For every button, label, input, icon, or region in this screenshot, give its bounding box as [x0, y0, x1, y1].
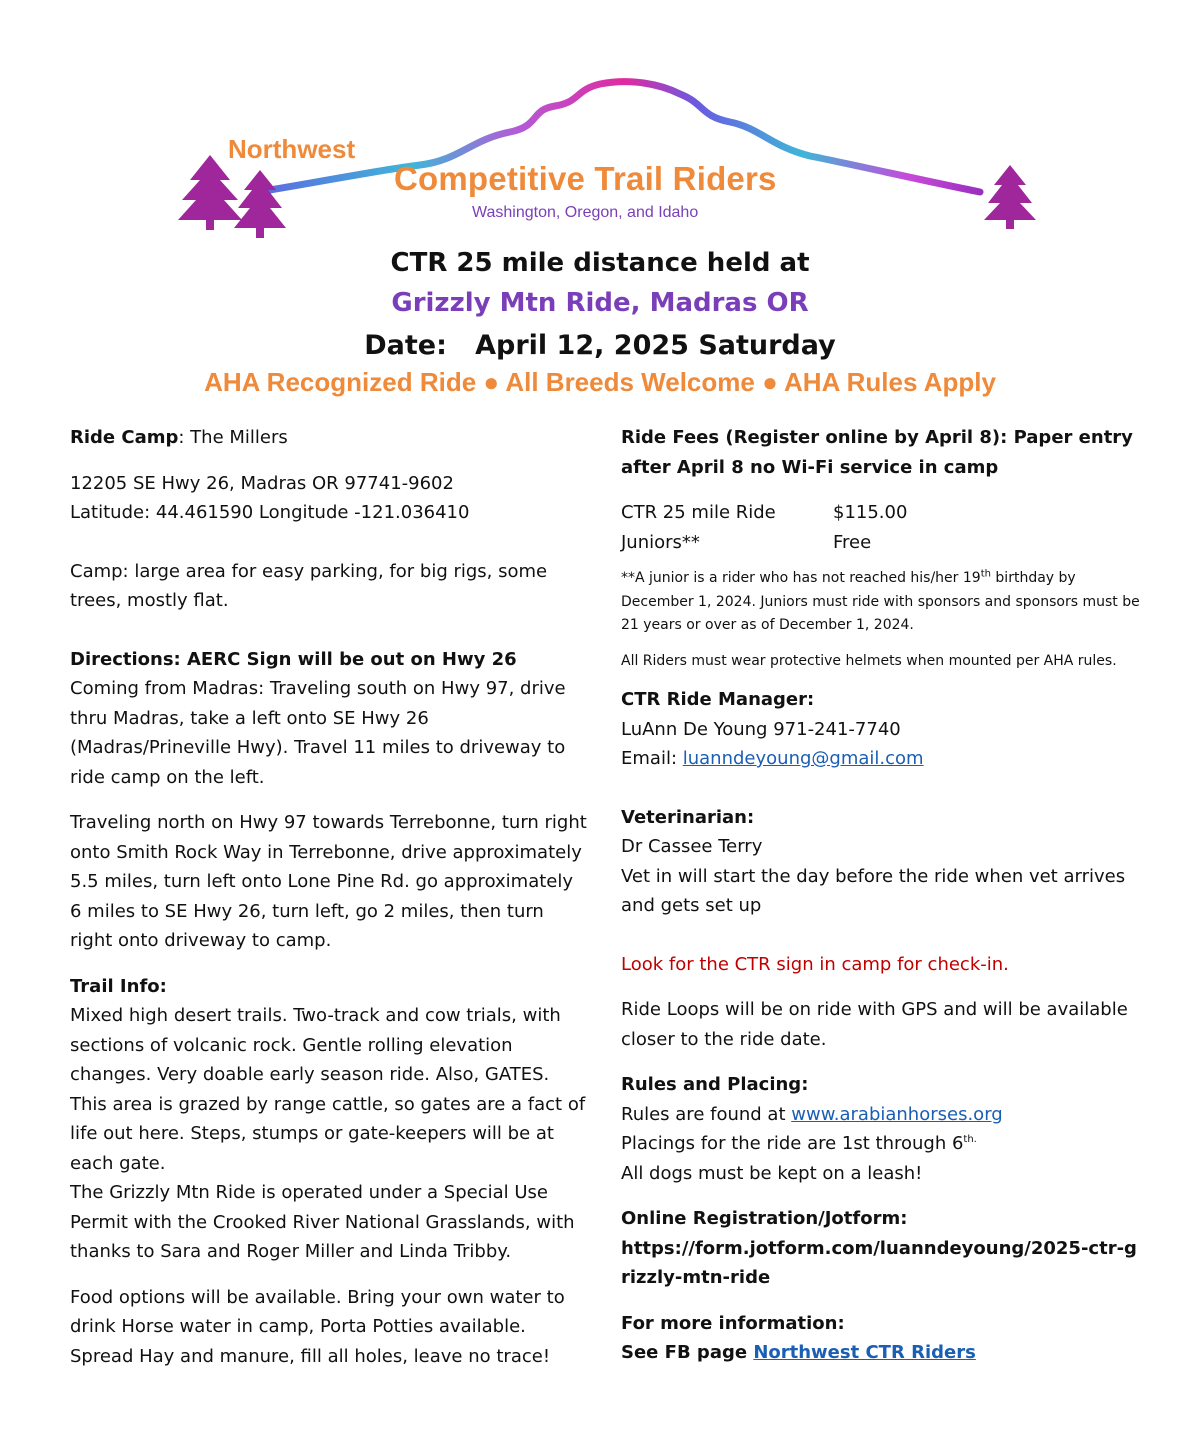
directions-title: Directions: AERC Sign will be out on Hwy 26: [70, 648, 517, 670]
vet-title: Veterinarian:: [621, 806, 755, 828]
ride-camp-label: Ride Camp: [70, 427, 179, 448]
helmet-note: All Riders must wear protective helmets when mounted per AHA rules.: [621, 652, 1117, 669]
checkin-note: Look for the CTR sign in camp for check-in.: [621, 953, 1009, 975]
camp-coordinates: Latitude: 44.461590 Longitude -121.036410: [70, 502, 470, 523]
event-date: Date: April 12, 2025 Saturday: [364, 330, 836, 361]
vet-name: Dr Cassee Terry: [621, 836, 763, 857]
fee-value: $115.00: [833, 502, 908, 523]
fee-label: CTR 25 mile Ride: [621, 502, 776, 523]
trail-info-title: Trail Info:: [70, 975, 167, 997]
event-tagline: AHA Recognized Ride ● All Breeds Welcome ● AHA Rules Apply: [204, 367, 996, 397]
ride-loops-note: Ride Loops will be on ride with GPS and will be available closer to the ride date.: [621, 999, 1128, 1050]
logo-northwest-text: Northwest: [228, 134, 356, 164]
tree-icon: [178, 155, 242, 230]
camp-address: 12205 SE Hwy 26, Madras OR 97741-9602: [70, 472, 454, 494]
ride-camp-value: : The Millers: [178, 427, 288, 448]
more-info-title: For more information:: [621, 1312, 845, 1334]
tree-icon: [984, 165, 1036, 229]
left-column: [70, 423, 590, 1371]
fee-value: Free: [833, 531, 872, 553]
junior-note: **A junior is a rider who has not reached his/her 19th birthday by December 1, 2024. Juniors must ride with sponsors and sponsors must be 21 years or over as of December 1, 2024.: [621, 568, 1140, 633]
event-ride-name: Grizzly Mtn Ride, Madras OR: [391, 288, 809, 318]
placings-line: Placings for the ride are 1st through $6^{th.}$: [621, 1133, 977, 1154]
fee-row: [621, 498, 1141, 528]
directions-from-terrebonne: Traveling north on Hwy 97 towards Terrebonne, turn right onto Smith Rock Way in Terrebonne, drive approximately 5.5 miles, turn left onto Lone Pine Rd. go approximately 6 miles to SE Hwy 26, turn left, go 2 miles, then turn right onto driveway to camp.: [70, 812, 587, 951]
manager-title: CTR Ride Manager:: [621, 689, 815, 710]
event-distance-title: CTR 25 mile distance held at: [390, 248, 810, 278]
ride-camp: [70, 423, 590, 453]
trail-info-text: Mixed high desert trails. Two-track and cow trials, with sections of volcanic rock. Gentle rolling elevation changes. Very doable early season ride. Also, GATES. This area is grazed by range cattle, so gates are a fact of life out here. Steps, stumps or gate-keepers will be at each gate.: [70, 1005, 586, 1174]
fee-label: Juniors**: [621, 531, 700, 553]
fee-row: [621, 528, 1141, 558]
more-info-line: See FB page Northwest CTR Riders: [621, 1342, 976, 1363]
directions-from-madras: Coming from Madras: Traveling south on Hwy 97, drive thru Madras, take a left onto SE Hwy 26 (Madras/Prineville Hwy). Travel 11 miles to driveway to ride camp on the left.: [70, 678, 566, 788]
logo-states-text: Washington, Oregon, and Idaho: [472, 204, 699, 221]
vet-note: Vet in will start the day before the ride when vet arrives and gets set up: [621, 865, 1126, 916]
facebook-page-link[interactable]: Northwest CTR Riders: [753, 1342, 976, 1363]
email-link[interactable]: luanndeyoung@gmail.com: [682, 748, 924, 769]
ride-fees-title: Ride Fees (Register online by April 8): Paper entry after April 8 no Wi-Fi service in camp: [621, 427, 1133, 478]
tree-icon: [234, 170, 286, 238]
rules-link[interactable]: www.arabianhorses.org: [791, 1103, 1003, 1125]
manager-name-phone: LuAnn De Young 971-241-7740: [621, 718, 901, 740]
rules-title: Rules and Placing:: [621, 1074, 809, 1095]
right-column: [621, 423, 1141, 1368]
registration-title: Online Registration/Jotform:: [621, 1208, 908, 1229]
trail-permit-text: The Grizzly Mtn Ride is operated under a Special Use Permit with the Crooked River National Grasslands, with thanks to Sara and Roger Miller and Linda Tribby.: [70, 1182, 575, 1262]
manager-email: Email: luanndeyoung@gmail.com: [621, 748, 924, 769]
registration-url: https://form.jotform.com/luanndeyoung/2025-ctr-grizzly-mtn-ride: [621, 1237, 1137, 1288]
logo-ctr-text: Competitive Trail Riders: [394, 160, 777, 197]
rules-line: Rules are found at www.arabianhorses.org: [621, 1103, 1003, 1125]
dogs-note: All dogs must be kept on a leash!: [621, 1162, 923, 1184]
camp-description: Camp: large area for easy parking, for big rigs, some trees, mostly flat.: [70, 560, 548, 611]
food-info: Food options will be available. Bring your own water to drink Horse water in camp, Porta Potties available. Spread Hay and manure, fill all holes, leave no trace!: [70, 1286, 565, 1367]
